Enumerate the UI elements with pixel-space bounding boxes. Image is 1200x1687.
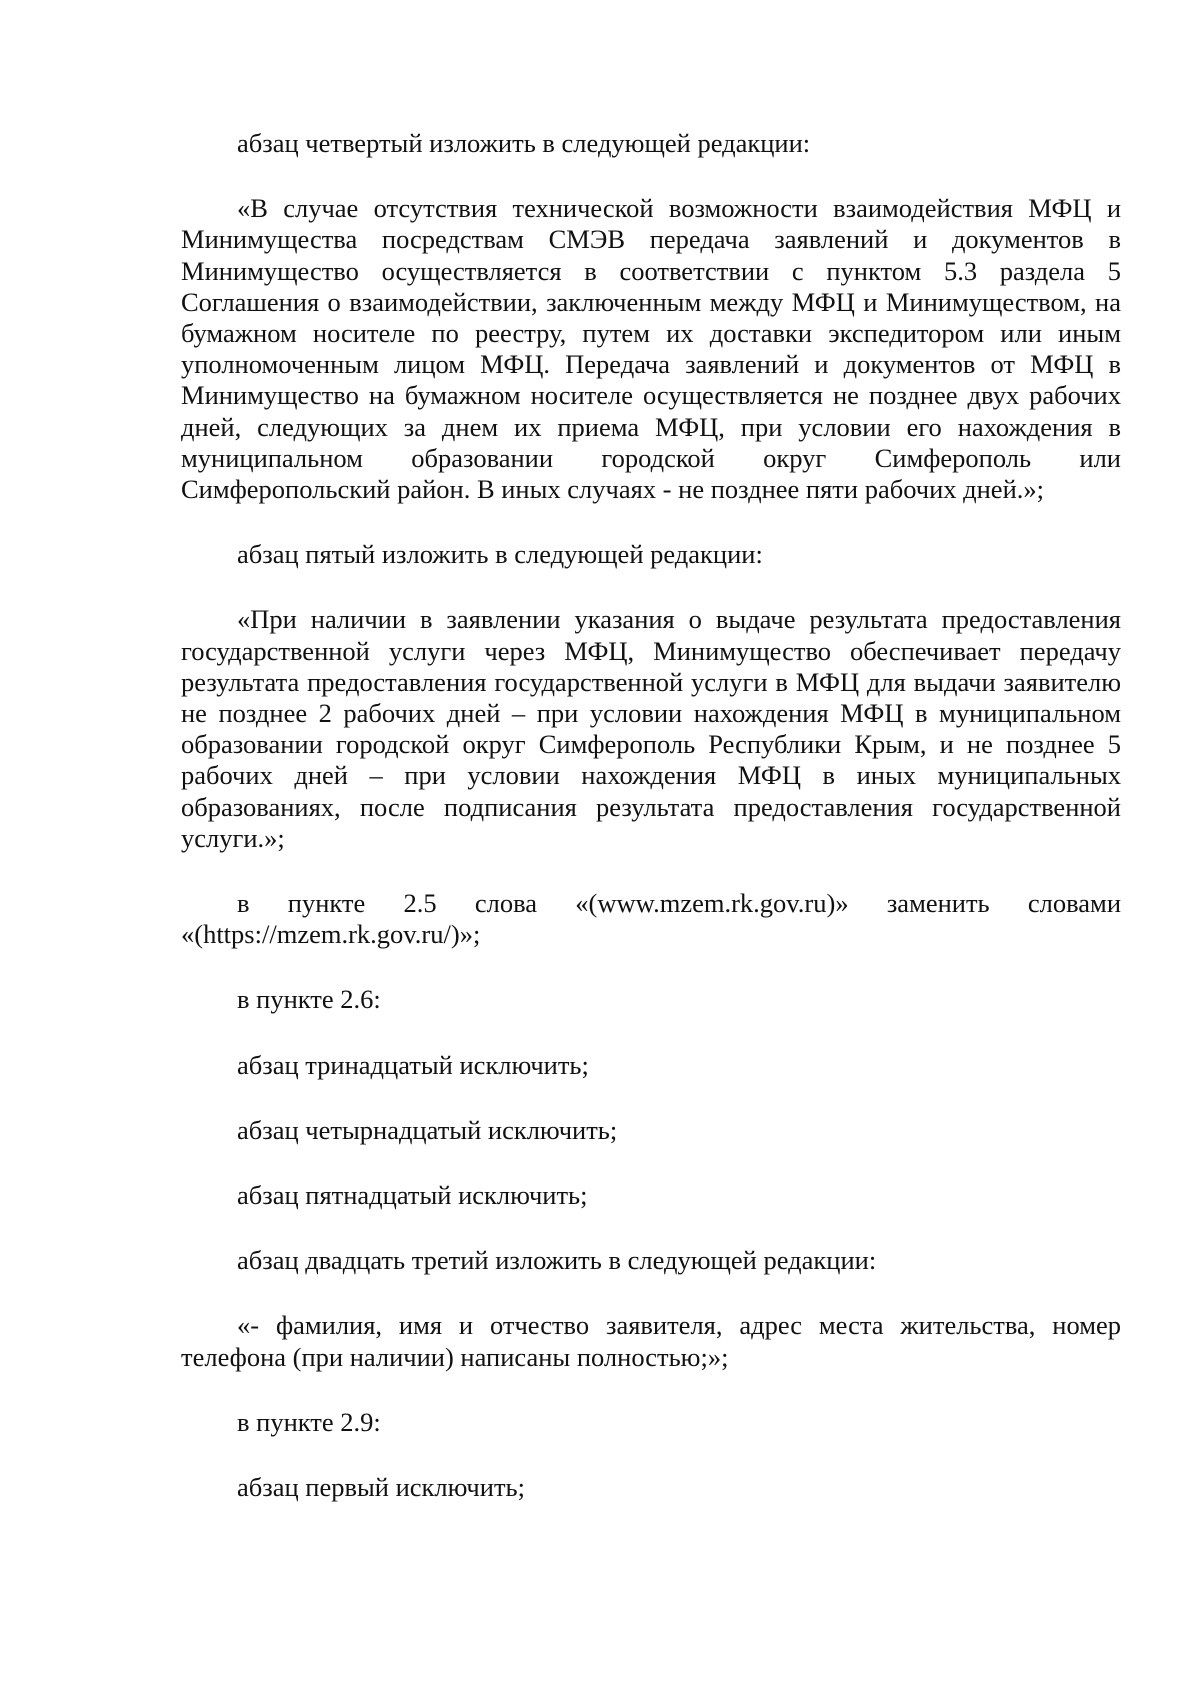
paragraph-11: «- фамилия, имя и отчество заявителя, адрес места жительства, номер телефона (при наличии) написаны полностью;»; (181, 1310, 1121, 1372)
paragraph-5: в пункте 2.5 слова «(www.mzem.rk.gov.ru)» заменить словами «(https://mzem.rk.gov.ru/)»; (181, 888, 1121, 950)
paragraph-8: абзац четырнадцатый исключить; (237, 1114, 618, 1145)
paragraph-13: абзац первый исключить; (237, 1472, 525, 1503)
document-body (181, 128, 1121, 1537)
paragraph-4: «При наличии в заявлении указания о выдаче результата предоставления государственной услуги через МФЦ, Минимущество обеспечивает передачу результата предоставления государственной услуги в МФЦ для выдачи заявителю не позднее 2 рабочих дней – при условии нахождения МФЦ в муниципальном образовании городской округ Симферополь Республики Крым, и не позднее 5 рабочих дней – при условии нахождения МФЦ в иных муниципальных образованиях, после подписания результата предоставления государственной услуги.»; (181, 604, 1121, 853)
paragraph-3: абзац пятый изложить в следующей редакции: (237, 539, 763, 570)
paragraph-1: абзац четвертый изложить в следующей редакции: (237, 128, 811, 158)
paragraph-12: в пункте 2.9: (237, 1406, 381, 1437)
paragraph-7: абзац тринадцатый исключить; (237, 1049, 589, 1080)
paragraph-6: в пункте 2.6: (237, 984, 381, 1015)
paragraph-9: абзац пятнадцатый исключить; (237, 1180, 588, 1211)
paragraph-10: абзац двадцать третий изложить в следующей редакции: (237, 1245, 877, 1276)
paragraph-2: «В случае отсутствия технической возможности взаимодействия МФЦ и Минимущества посредствам СМЭВ передача заявлений и документов в Минимущество осуществляется в соответствии с пунктом 5.3 раздела 5 Соглашения о взаимодействии, заключенным между МФЦ и Минимуществом, на бумажном носителе по реестру, путем их доставки экспедитором или иным уполномоченным лицом МФЦ. Передача заявлений и документов от МФЦ в Минимущество на бумажном носителе осуществляется не позднее двух рабочих дней, следующих за днем их приема МФЦ, при условии его нахождения в муниципальном образовании городской округ Симферополь или Симферопольский район. В иных случаях - не позднее пяти рабочих дней.»; (181, 193, 1121, 505)
